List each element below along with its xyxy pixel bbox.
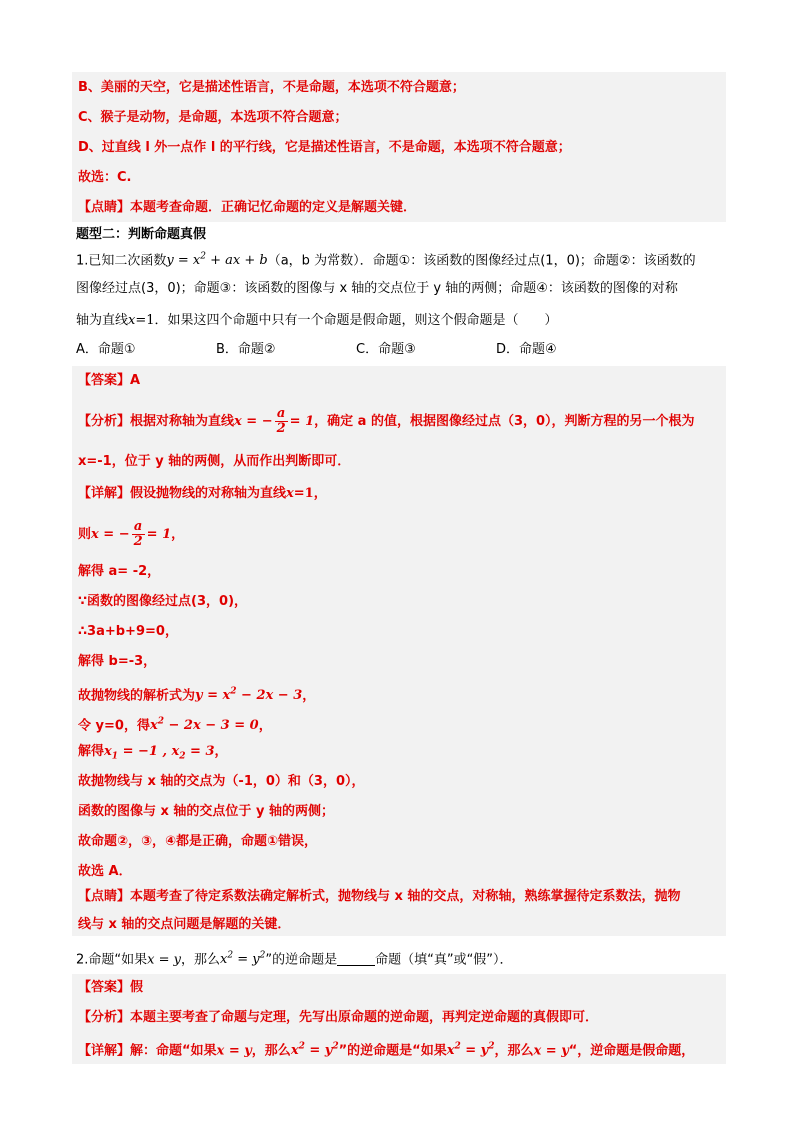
q1-text: （a，b 为常数）．命题①：该函数的图像经过点(1，0)；命题②：该函数的 xyxy=(267,253,696,269)
q2-number: 2. xyxy=(76,952,89,968)
q1-detail-4: ∵函数的图像经过点(3，0)， xyxy=(78,594,248,609)
q1-detail-13: 故选 A． xyxy=(78,864,132,879)
q2-analysis: 【分析】本题主要考查了命题与定理，先写出原命题的逆命题，再判定逆命题的真假即可． xyxy=(78,1010,599,1025)
q1-number: 1. xyxy=(76,253,89,269)
prev-comment: 【点睛】本题考查命题．正确记忆命题的定义是解题关键． xyxy=(78,200,417,215)
section-title: 题型二：判断命题真假 xyxy=(76,227,207,242)
q1-text: 已知二次函数 xyxy=(88,253,167,269)
q1-option-b[interactable]: B．命题② xyxy=(216,342,276,357)
q1-detail-10: 故抛物线与 x 轴的交点为（-1，0）和（3，0）， xyxy=(78,774,365,789)
q2-question: 2.命题“如果x = y，那么$x^2 = y^2$”的逆命题是 命题（填“真”或“假”）． xyxy=(76,951,513,968)
q1-line-3: 轴为直线x=1．如果这四个命题中只有一个命题是假命题，则这个假命题是（ ） xyxy=(76,313,558,328)
prev-option-d: D、过直线 l 外一点作 l 的平行线，它是描述性语言，不是命题，本选项不符合题意； xyxy=(78,140,571,155)
q1-answer: 【答案】A xyxy=(78,373,141,388)
q1-detail-2: 则x = − $\frac{a}{2}$ = 1， xyxy=(78,519,185,549)
q1-detail-5: ∴3a+b+9=0， xyxy=(78,624,178,639)
prev-option-c: C、猴子是动物，是命题，本选项不符合题意； xyxy=(78,110,348,125)
q1-line-1 xyxy=(76,247,722,271)
prev-option-b: B、美丽的天空，它是描述性语言，不是命题，本选项不符合题意； xyxy=(78,80,465,95)
q1-detail-1: 【详解】假设抛物线的对称轴为直线x=1， xyxy=(78,486,327,501)
q1-function: $y = x^2$ + ax + b xyxy=(166,252,268,269)
q1-detail-7: 故抛物线的解析式为$y = x^2 - 2x - 3$， xyxy=(78,687,316,704)
prev-choice: 故选：C. xyxy=(78,170,132,185)
q2-answer: 【答案】假 xyxy=(78,980,144,995)
q1-detail-6: 解得 b=-3， xyxy=(78,654,157,669)
q2-detail: 【详解】解：命题“如果x = y，那么$x^2 = y^2$”的逆命题是“如果$x^2 = y^2$，那么x = y“，逆命题是假命题， xyxy=(78,1042,695,1059)
q1-analysis-1: 【分析】根据对称轴为直线x = − $\frac{a}{2}$ = 1，确定 a 的值，根据图像经过点（3，0），判断方程的另一个根为 xyxy=(78,406,695,436)
q1-detail-8: 令 y=0，得$x^2 - 2x - 3 = 0$， xyxy=(78,717,272,734)
q1-axis-eq: x xyxy=(128,313,136,328)
q1-comment-2: 线与 x 轴的交点问题是解题的关键． xyxy=(78,917,291,932)
q1-detail-9: 解得$x_1 = -1$ , $x_2 = 3$， xyxy=(78,744,228,762)
q1-options xyxy=(76,340,722,360)
q1-option-a[interactable]: A．命题① xyxy=(76,342,136,357)
q1-detail-3: 解得 a= -2， xyxy=(78,564,161,579)
analysis-formula: x = − $\frac{a}{2}$ = 1 xyxy=(234,406,315,436)
q1-text: ．如果这四个命题中只有一个命题是假命题，则这个假命题是（ ） xyxy=(154,313,558,328)
q1-analysis-2: x=-1，位于 y 轴的两侧，从而作出判断即可． xyxy=(78,454,351,469)
q2-answer-blank[interactable] xyxy=(337,951,375,966)
q1-text: 轴为直线 xyxy=(76,313,129,328)
q1-line-2: 图像经过点(3，0)；命题③：该函数的图像与 x 轴的交点位于 y 轴的两侧；命题④：该函数的图像的对称 xyxy=(76,281,678,296)
q1-option-c[interactable]: C．命题③ xyxy=(356,342,416,357)
q1-detail-11: 函数的图像与 x 轴的交点位于 y 轴的两侧； xyxy=(78,804,334,819)
q1-option-d[interactable]: D．命题④ xyxy=(496,342,557,357)
q1-comment-1: 【点睛】本题考查了待定系数法确定解析式，抛物线与 x 轴的交点，对称轴，熟练掌握待定系数法，抛物 xyxy=(78,889,681,904)
q1-detail-12: 故命题②，③，④都是正确，命题①错误， xyxy=(78,834,318,849)
